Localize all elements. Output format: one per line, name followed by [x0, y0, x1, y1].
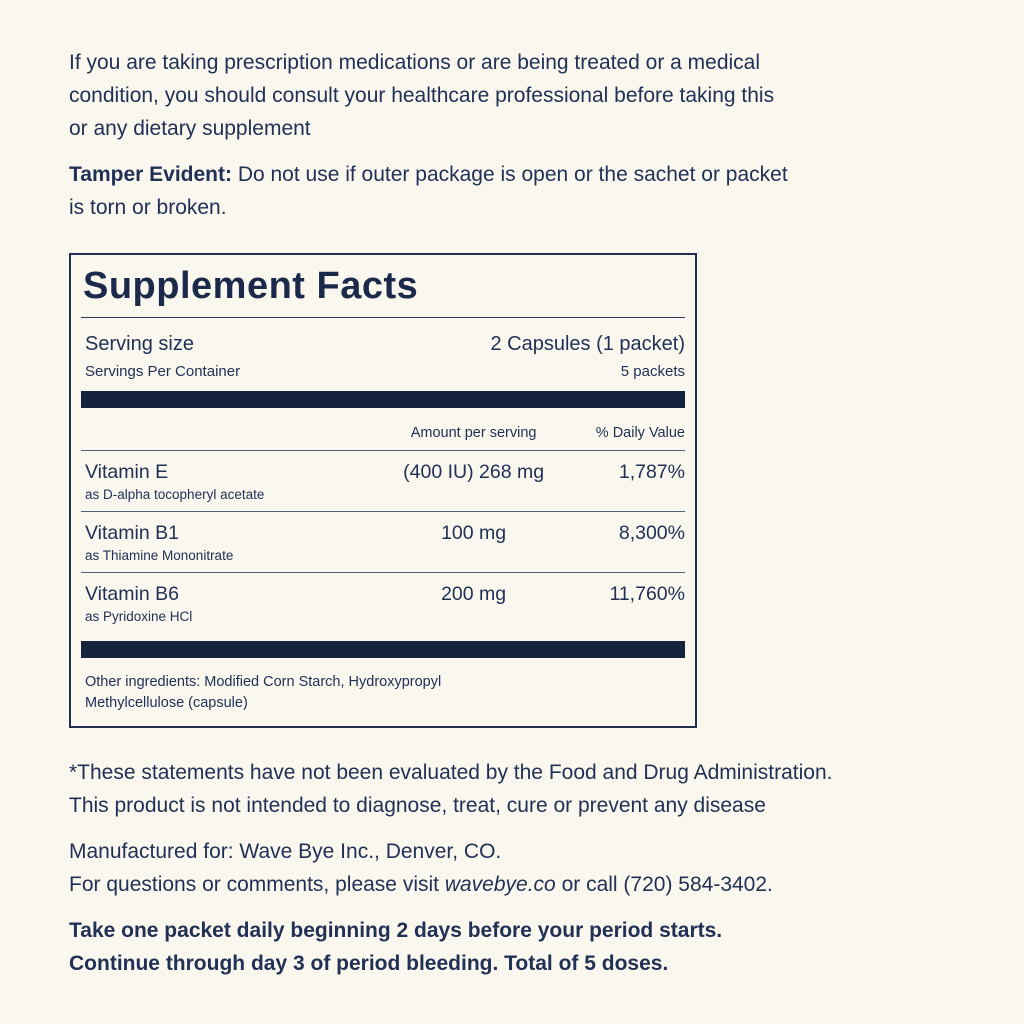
nutrient-daily-value: 8,300% — [618, 522, 685, 544]
thick-separator-bar-bottom — [81, 641, 685, 658]
website-text: wavebye.co — [444, 873, 556, 896]
footer-text-block — [69, 756, 1024, 980]
nutrient-source: as D-alpha tocopheryl acetate — [85, 487, 265, 502]
nutrient-cell — [81, 583, 353, 625]
tamper-evident-paragraph — [69, 158, 1024, 224]
manufacturer-line: Manufactured for: Wave Bye Inc., Denver, CO. — [69, 840, 502, 863]
medication-warning-line-3: or any dietary supplement — [69, 117, 311, 140]
nutrient-amount: 200 mg — [441, 583, 507, 605]
nutrient-name: Vitamin E — [85, 461, 169, 483]
fda-disclaimer-line-2: This product is not intended to diagnose, treat, cure or prevent any disease — [69, 794, 766, 817]
nutrient-daily-value: 11,760% — [609, 583, 685, 605]
serving-size-row — [81, 318, 685, 357]
supplement-facts-panel — [69, 253, 697, 728]
supplement-facts-title: Supplement Facts — [83, 265, 419, 307]
nutrient-daily-value: 1,787% — [618, 461, 685, 483]
amount-per-serving-header: Amount per serving — [410, 425, 537, 441]
directions-line-1: Take one packet daily beginning 2 days before your period starts. — [69, 919, 723, 942]
medication-warning-line-1: If you are taking prescription medications or are being treated or a medical — [69, 51, 761, 74]
table-row-vitamin-b1 — [81, 512, 685, 572]
nutrient-amount: (400 IU) 268 mg — [403, 461, 545, 483]
servings-per-container-value: 5 packets — [620, 363, 685, 380]
thick-separator-bar-top — [81, 391, 685, 408]
medication-warning-line-2: condition, you should consult your healthcare professional before taking this — [69, 84, 775, 107]
nutrient-name: Vitamin B1 — [85, 522, 179, 544]
questions-suffix: or call (720) 584-3402. — [561, 873, 773, 896]
daily-value-header: % Daily Value — [595, 425, 685, 441]
nutrient-name: Vitamin B6 — [85, 583, 179, 605]
manufacturer-paragraph — [69, 835, 1024, 901]
servings-per-container-row — [81, 357, 685, 391]
nutrient-amount: 100 mg — [441, 522, 507, 544]
serving-size-label: Serving size — [85, 333, 194, 355]
tamper-evident-line-2: is torn or broken. — [69, 196, 227, 219]
servings-per-container-label: Servings Per Container — [85, 363, 241, 380]
nutrient-source: as Thiamine Mononitrate — [85, 548, 234, 563]
tamper-evident-text: Do not use if outer package is open or the sachet or packet — [237, 163, 788, 186]
table-header-row — [81, 408, 685, 450]
directions-paragraph — [69, 914, 1024, 980]
table-row-vitamin-e — [81, 451, 685, 511]
table-row-vitamin-b6 — [81, 573, 685, 633]
fda-disclaimer-line-1: *These statements have not been evaluated by the Food and Drug Administration. — [69, 761, 833, 784]
other-ingredients-text: Other ingredients: Modified Corn Starch, Hydroxypropyl Methylcellulose (capsule) — [85, 674, 442, 711]
fda-disclaimer-paragraph — [69, 756, 1024, 822]
serving-size-value: 2 Capsules (1 packet) — [490, 333, 685, 355]
medication-warning-paragraph — [69, 46, 1024, 145]
nutrient-cell — [81, 522, 353, 564]
questions-line — [69, 868, 1024, 901]
tamper-evident-label: Tamper Evident: — [69, 163, 232, 186]
directions-line-2: Continue through day 3 of period bleeding. Total of 5 doses. — [69, 952, 669, 975]
questions-prefix: For questions or comments, please visit — [69, 873, 439, 896]
tamper-evident-line-1 — [69, 158, 1024, 191]
nutrient-source: as Pyridoxine HCl — [85, 609, 193, 624]
nutrient-cell — [81, 461, 353, 503]
